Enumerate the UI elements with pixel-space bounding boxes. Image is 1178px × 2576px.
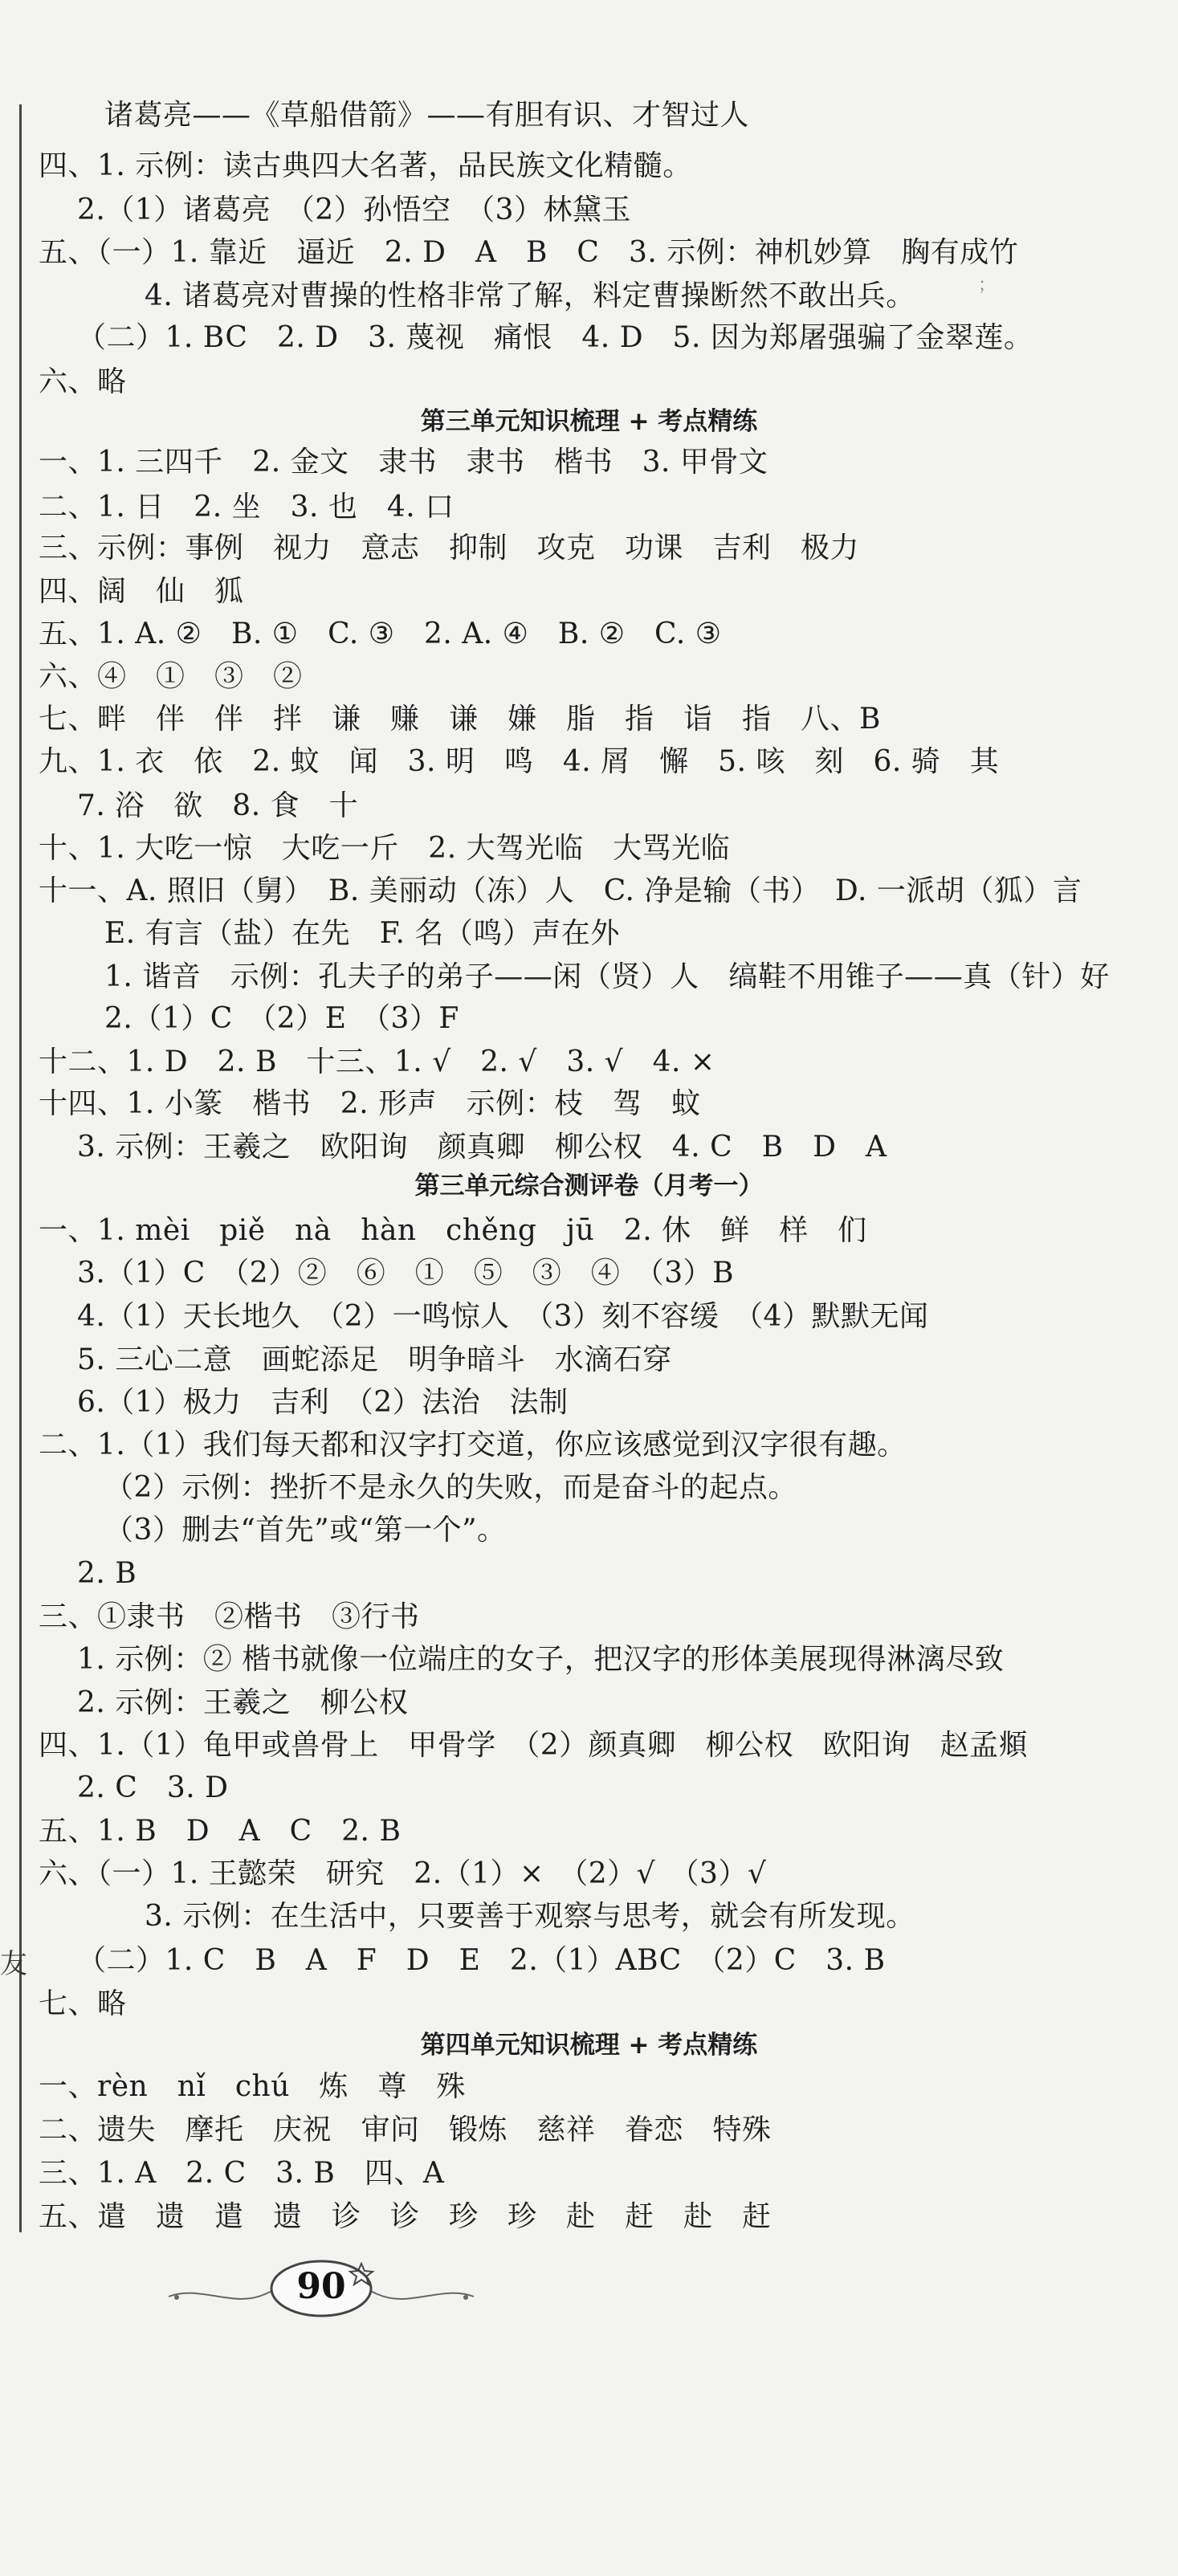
- answer-line: 3.（1）C （2）② ⑥ ① ⑤ ③ ④ （3）B: [77, 1257, 735, 1290]
- answer-line: （2）示例：挫折不是永久的失败，而是奋斗的起点。: [104, 1471, 797, 1504]
- answer-line: 6.（1）极力 吉利 （2）法治 法制: [77, 1386, 569, 1419]
- section-heading: 第四单元知识梳理 + 考点精练: [420, 2031, 758, 2060]
- stray-mark: ；: [978, 275, 997, 296]
- answer-line: 2. C 3. D: [77, 1771, 229, 1804]
- answer-line: 4.（1）天长地久 （2）一鸣惊人 （3）刻不容缓 （4）默默无闻: [77, 1300, 929, 1333]
- answer-line: 十四、1. 小篆 楷书 2. 形声 示例：枝 驾 蚊: [39, 1087, 701, 1120]
- answer-line: 五、遣 遗 遣 遗 诊 诊 珍 珍 赴 赶 赴 赶: [39, 2200, 772, 2233]
- answer-line: 十一、A. 照旧（舅） B. 美丽动（冻）人 C. 净是输（书） D. 一派胡（狐）言: [39, 874, 1082, 907]
- answer-line: 2.（1）C （2）E （3）F: [104, 1002, 459, 1035]
- page-number: 90: [296, 2266, 346, 2307]
- answer-line: 一、1. mèi piě nà hàn chěng jū 2. 休 鲜 样 们: [39, 1214, 867, 1247]
- answer-line: 四、1. 示例：读古典四大名著，品民族文化精髓。: [39, 149, 692, 182]
- answer-line: 五、1. B D A C 2. B: [39, 1815, 401, 1848]
- answer-line: 三、①隶书 ②楷书 ③行书: [39, 1600, 420, 1633]
- answer-line: 二、遗失 摩托 庆祝 审问 锻炼 慈祥 眷恋 特殊: [39, 2113, 772, 2146]
- answer-line: 三、示例：事例 视力 意志 抑制 攻克 功课 吉利 极力: [39, 532, 860, 565]
- answer-line: （二）1. C B A F D E 2.（1）ABC （2）C 3. B: [77, 1944, 886, 1977]
- left-margin-note: 友: [0, 1948, 27, 1980]
- answer-line: 三、1. A 2. C 3. B 四、A: [39, 2157, 445, 2190]
- answer-line: 四、1.（1）龟甲或兽骨上 甲骨学 （2）颜真卿 柳公权 欧阳询 赵孟頫: [39, 1729, 1029, 1762]
- answer-line: 一、rèn nǐ chú 炼 尊 殊: [39, 2070, 466, 2103]
- answer-line: 六、略: [39, 365, 127, 398]
- answer-line: 六、④ ① ③ ②: [39, 660, 303, 693]
- answer-line: 2. 示例：王羲之 柳公权: [77, 1686, 409, 1719]
- answer-line: 一、1. 三四千 2. 金文 隶书 隶书 楷书 3. 甲骨文: [39, 446, 768, 479]
- section-heading: 第三单元知识梳理 + 考点精练: [420, 407, 758, 436]
- answer-line: 五、（一）1. 靠近 逼近 2. D A B C 3. 示例：神机妙算 胸有成竹: [39, 236, 1019, 269]
- answer-line: 十二、1. D 2. B 十三、1. √ 2. √ 3. √ 4. ×: [39, 1045, 715, 1078]
- answer-line: 1. 谐音 示例：孔夫子的弟子——闲（贤）人 缟鞋不用锥子——真（针）好: [104, 960, 1110, 993]
- answer-line: 2. B: [77, 1557, 137, 1590]
- answer-line: 七、畔 伴 伴 拌 谦 赚 谦 嫌 脂 指 诣 指 八、B: [39, 703, 881, 736]
- section-heading: 第三单元综合测评卷（月考一）: [414, 1172, 764, 1200]
- answer-line: 七、略: [39, 1987, 127, 2020]
- answer-line: 5. 三心二意 画蛇添足 明争暗斗 水滴石穿: [77, 1343, 672, 1376]
- answer-line: （3）删去“首先”或“第一个”。: [104, 1514, 507, 1547]
- answer-line: 九、1. 衣 依 2. 蚊 闻 3. 明 鸣 4. 屑 懈 5. 咳 刻 6. 骑 其: [39, 745, 1000, 778]
- answer-line: E. 有言（盐）在先 F. 名（鸣）声在外: [104, 917, 620, 950]
- answer-line: 四、阔 仙 狐: [39, 575, 244, 608]
- answer-line: 二、1.（1）我们每天都和汉字打交道，你应该感觉到汉字很有趣。: [39, 1429, 907, 1461]
- answer-line: 1. 示例：② 楷书就像一位端庄的女子，把汉字的形体美展现得淋漓尽致: [77, 1643, 1005, 1676]
- answer-line: 十、1. 大吃一惊 大吃一斤 2. 大驾光临 大骂光临: [39, 832, 731, 865]
- answer-line: 2.（1）诸葛亮 （2）孙悟空 （3）林黛玉: [77, 194, 632, 226]
- answer-line: 五、1. A. ② B. ① C. ③ 2. A. ④ B. ② C. ③: [39, 618, 722, 650]
- answer-line: 诸葛亮——《草船借箭》——有胆有识、才智过人: [104, 99, 750, 132]
- answer-line: 3. 示例：在生活中，只要善于观察与思考，就会有所发现。: [145, 1900, 915, 1933]
- answer-line: （二）1. BC 2. D 3. 蔑视 痛恨 4. D 5. 因为郑屠强骗了金翠莲。: [77, 321, 1033, 354]
- answer-line: 4. 诸葛亮对曹操的性格非常了解，料定曹操断然不敢出兵。: [145, 279, 915, 312]
- answer-line: 7. 浴 欲 8. 食 十: [77, 789, 359, 822]
- answer-line: 3. 示例：王羲之 欧阳询 颜真卿 柳公权 4. C B D A: [77, 1131, 887, 1164]
- answer-line: 二、1. 日 2. 坐 3. 也 4. 口: [39, 491, 454, 524]
- answer-line: 六、（一）1. 王懿荣 研究 2.（1）× （2）√ （3）√: [39, 1857, 767, 1890]
